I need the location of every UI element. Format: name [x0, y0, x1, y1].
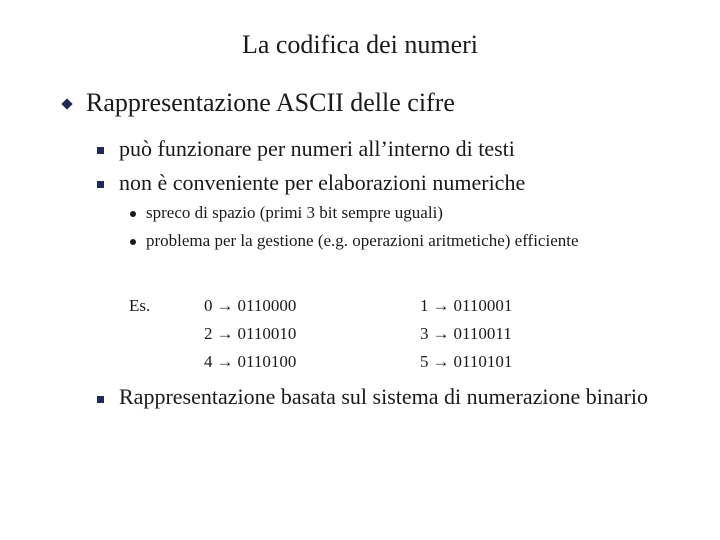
arrow-icon: → [216, 296, 234, 315]
square-bullet-icon [97, 396, 104, 403]
example-left-0: 0 → 0110000 [204, 296, 297, 315]
dot-bullet-icon [130, 211, 136, 217]
arrow-icon: → [432, 352, 450, 371]
arrow-icon: → [216, 324, 234, 343]
slide-title: La codifica dei numeri [241, 30, 479, 59]
square-bullet-icon [97, 147, 104, 154]
diamond-bullet-icon [61, 98, 72, 109]
square-bullet-icon [97, 181, 104, 188]
subsub-bullet-1: spreco di spazio (primi 3 bit sempre uguali) [146, 203, 443, 222]
example-left-1: 2 → 0110010 [204, 324, 297, 343]
example-right-1: 3 → 0110011 [420, 324, 512, 343]
arrow-icon: → [432, 324, 450, 343]
example-left-2: 4 → 0110100 [204, 352, 297, 371]
dot-bullet-icon [130, 239, 136, 245]
sub-bullet-1: può funzionare per numeri all’interno di testi [119, 136, 515, 161]
subsub-bullet-2: problema per la gestione (e.g. operazioni aritmetiche) efficiente [146, 231, 579, 250]
last-bullet-text: Rappresentazione basata sul sistema di numerazione binario [119, 384, 649, 409]
sub-bullet-2: non è conveniente per elaborazioni numeriche [119, 170, 526, 195]
example-right-0: 1 → 0110001 [420, 296, 513, 315]
example-right-2: 5 → 0110101 [420, 352, 513, 371]
arrow-icon: → [216, 352, 234, 371]
arrow-icon: → [432, 296, 450, 315]
examples-label: Es. [129, 296, 151, 315]
main-bullet-text: Rappresentazione ASCII delle cifre [86, 88, 455, 117]
